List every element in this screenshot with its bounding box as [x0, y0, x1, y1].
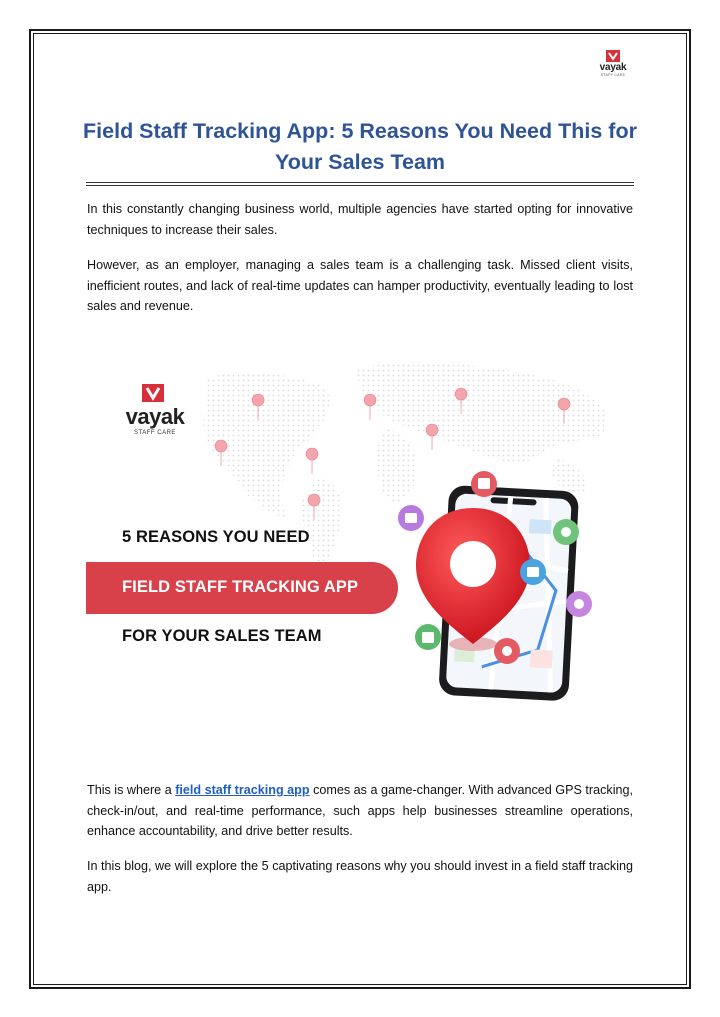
challenge-paragraph: However, as an employer, managing a sales team is a challenging task. Missed client visits, inefficient routes, and lack of real-time updates can hamper productivity, eventually leading to lost sales and revenue.	[87, 258, 633, 313]
solution-text-before: This is where a	[87, 783, 176, 797]
banner-logo	[120, 406, 190, 436]
header-logo-tagline: STAFF CARE	[600, 73, 626, 77]
page-title: Field Staff Tracking App: 5 Reasons You Need This for Your Sales Team	[83, 119, 637, 174]
solution-text-after: comes as a game-changer. With advanced GPS tracking, check-in/out, and real-time performance, such apps help businesses streamline operations, enhance accountability, and drive better results.	[87, 783, 634, 838]
banner-heading-line1: 5 REASONS YOU NEED	[122, 528, 310, 546]
solution-paragraph	[87, 780, 633, 842]
title-divider-top	[86, 182, 634, 183]
intro-paragraph: In this constantly changing business world, multiple agencies have started opting for innovative techniques to increase their sales.	[87, 202, 633, 237]
vayak-logo-mark-icon	[606, 50, 620, 62]
banner-heading-line2: FIELD STAFF TRACKING APP	[122, 578, 359, 596]
hero-banner-image	[86, 348, 634, 720]
header-logo-word: vayak	[599, 62, 627, 73]
banner-heading-line3: FOR YOUR SALES TEAM	[122, 627, 322, 645]
banner-logo-tagline: STAFF CARE	[134, 430, 176, 436]
banner-logo-word: vayak	[125, 404, 185, 429]
banner-logo-mark-icon	[142, 384, 164, 402]
header-logo	[590, 50, 636, 86]
title-divider-bottom	[86, 185, 634, 186]
blog-overview-paragraph: In this blog, we will explore the 5 captivating reasons why you should invest in a field staff tracking app.	[87, 859, 633, 894]
field-staff-tracking-app-link[interactable]: field staff tracking app	[175, 783, 310, 797]
